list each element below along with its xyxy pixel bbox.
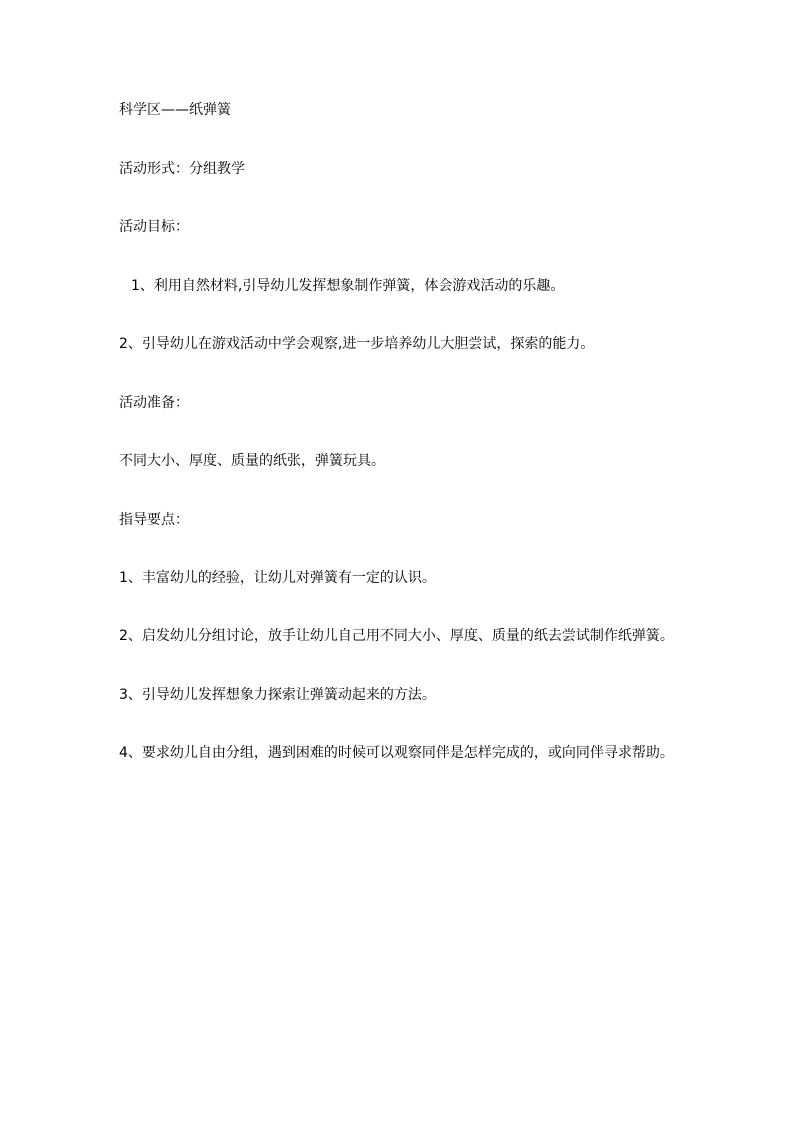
guidance-heading: 指导要点： xyxy=(119,512,189,528)
guidance-item: 3、引导幼儿发挥想象力探索让弹簧动起来的方法。 xyxy=(119,687,436,703)
guidance-item: 1、丰富幼儿的经验，让幼儿对弹簧有一定的认识。 xyxy=(119,570,436,586)
activity-form: 活动形式：分组教学 xyxy=(119,161,245,177)
guidance-item: 2、启发幼儿分组讨论，放手让幼儿自己用不同大小、厚度、质量的纸去尝试制作纸弹簧。 xyxy=(119,628,674,644)
document-title: 科学区——纸弹簧 xyxy=(119,102,231,118)
goals-heading: 活动目标： xyxy=(119,219,189,235)
goal-item: 1、利用自然材料,引导幼儿发挥想象制作弹簧，体会游戏活动的乐趣。 xyxy=(131,278,565,294)
preparation-text: 不同大小、厚度、质量的纸张，弹簧玩具。 xyxy=(119,453,385,469)
preparation-heading: 活动准备： xyxy=(119,395,189,411)
guidance-item: 4、要求幼儿自由分组，遇到困难的时候可以观察同伴是怎样完成的，或向同伴寻求帮助。 xyxy=(119,745,674,761)
goal-item: 2、引导幼儿在游戏活动中学会观察,进一步培养幼儿大胆尝试，探索的能力。 xyxy=(119,336,595,352)
